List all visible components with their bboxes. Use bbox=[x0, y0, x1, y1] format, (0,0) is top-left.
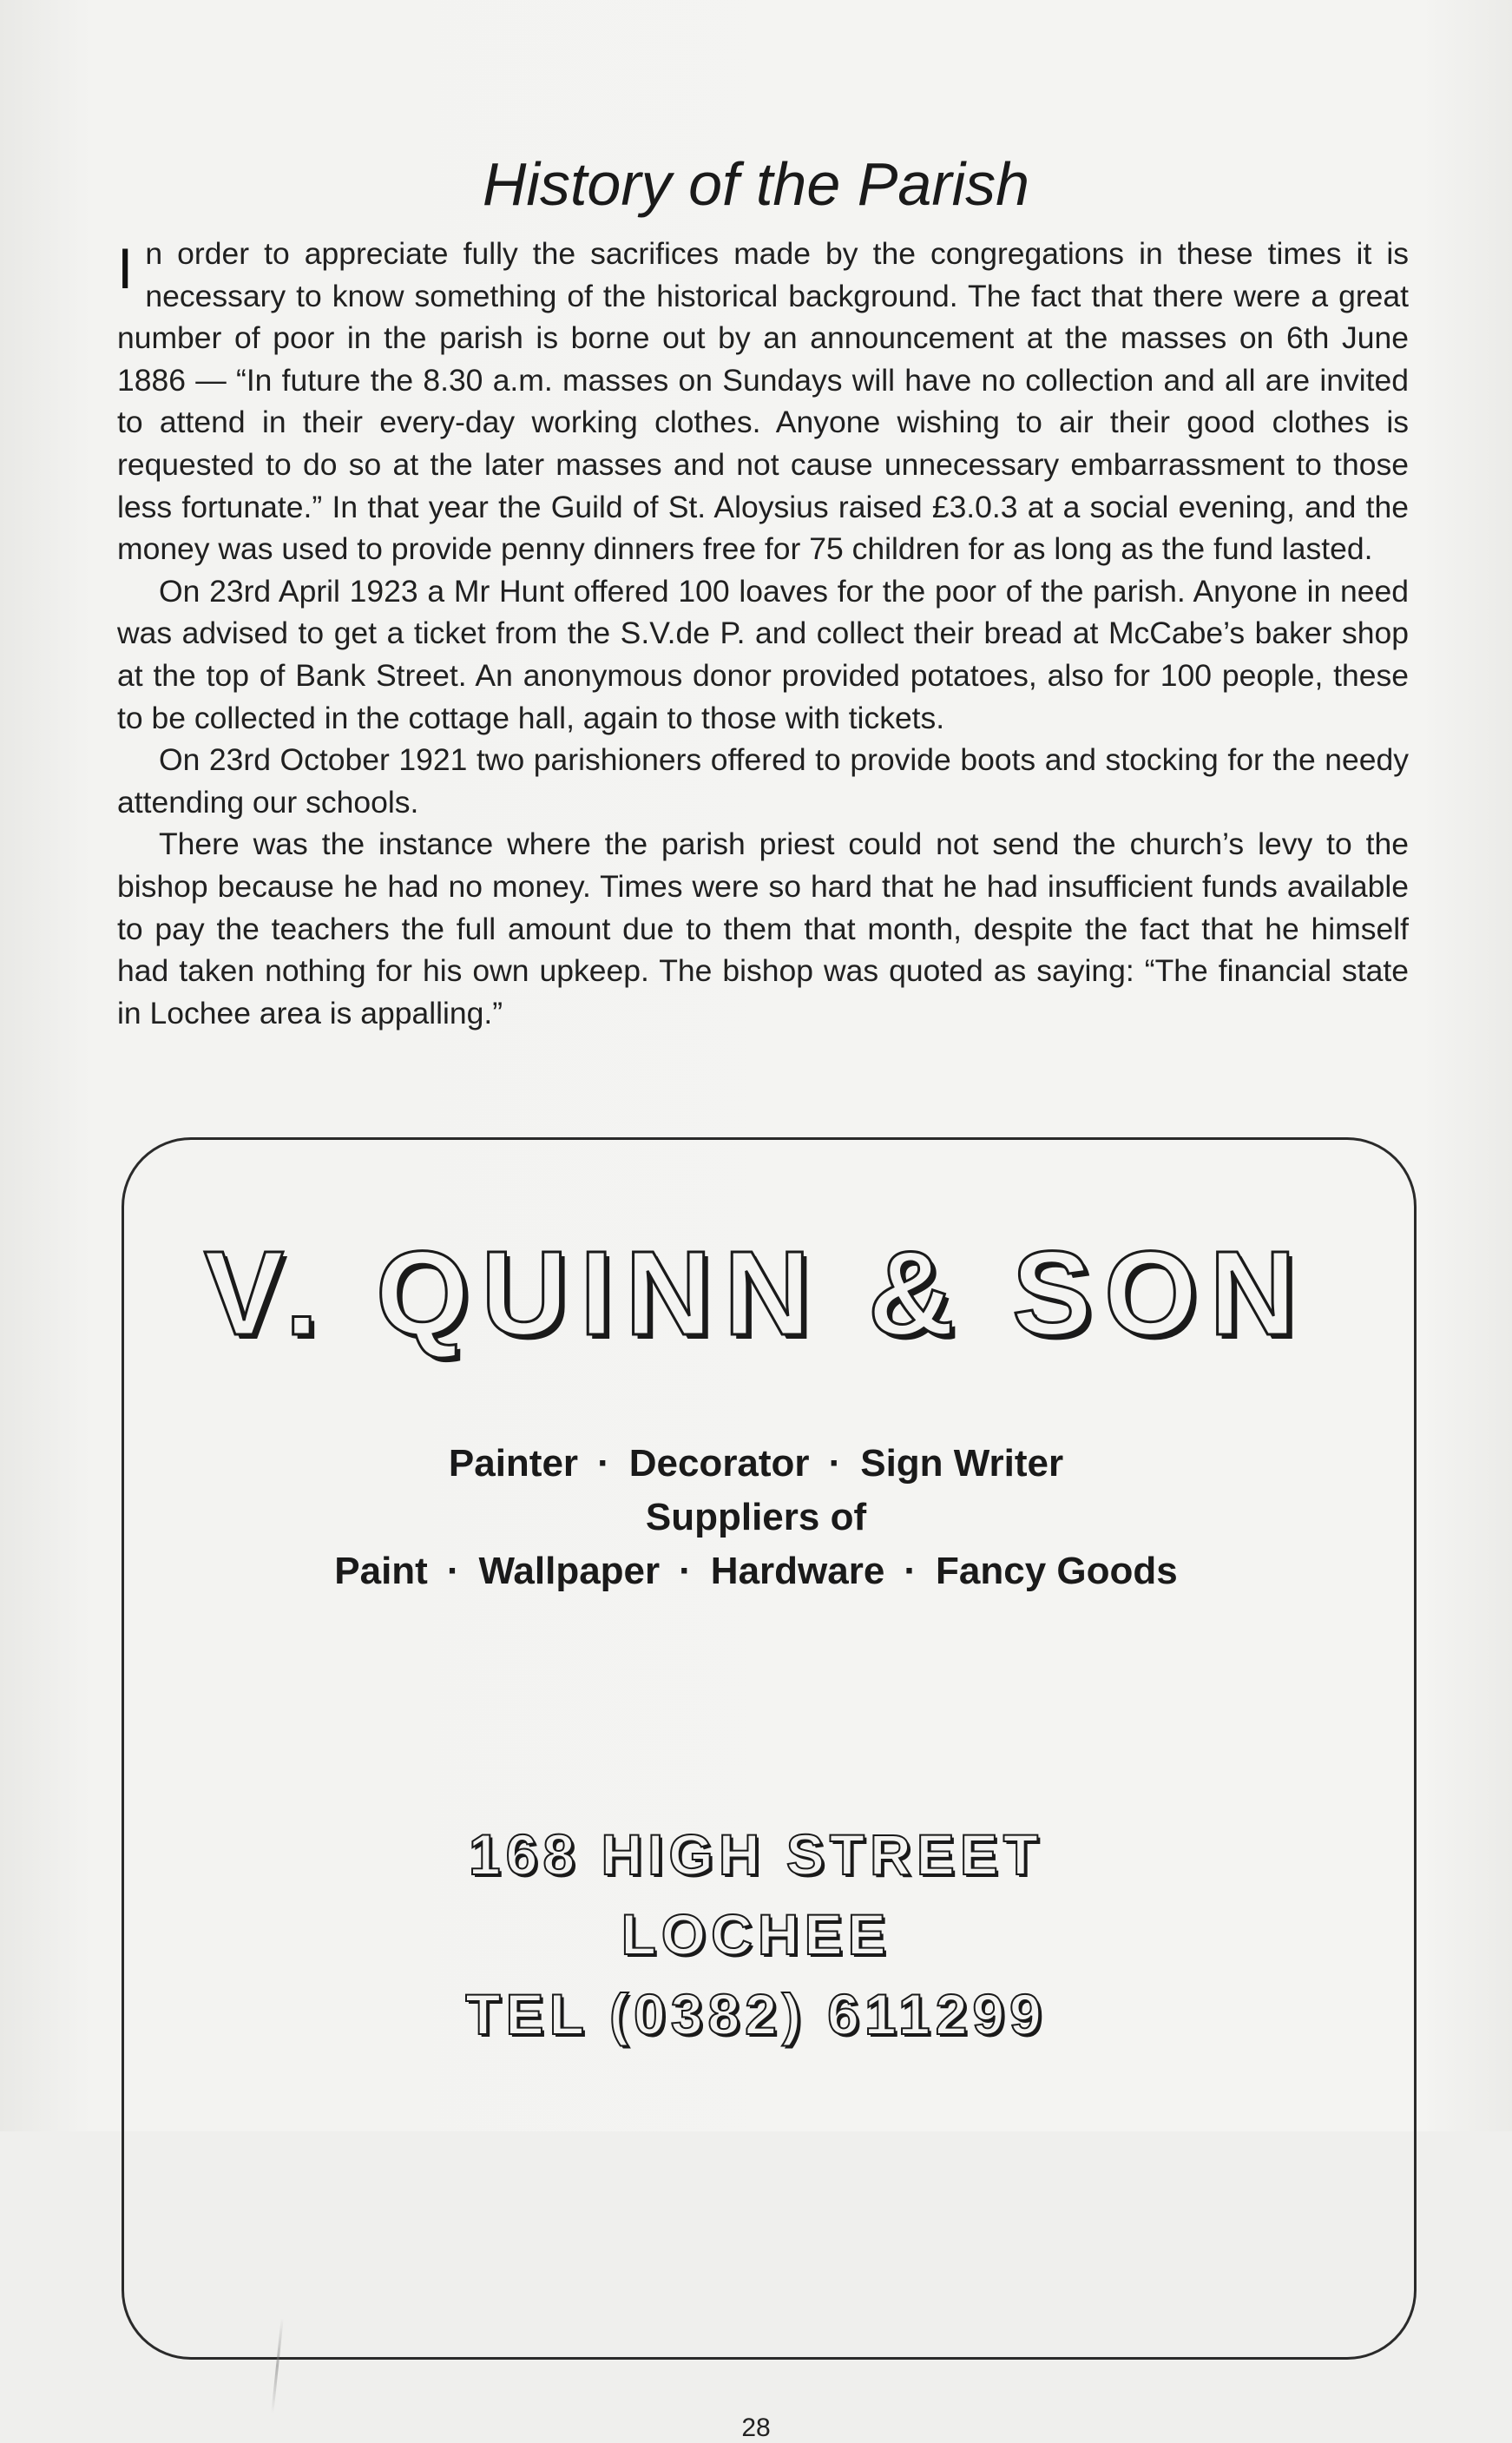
advert-services bbox=[0, 1437, 1512, 1598]
article-body bbox=[117, 233, 1409, 1034]
goods-item: Hardware bbox=[710, 1550, 885, 1592]
goods-item: Fancy Goods bbox=[936, 1550, 1178, 1592]
trade-item: Decorator bbox=[628, 1442, 810, 1485]
goods-line bbox=[0, 1544, 1512, 1598]
separator-dot: · bbox=[597, 1442, 610, 1485]
trades-line bbox=[0, 1437, 1512, 1491]
advert-address bbox=[0, 1814, 1512, 2054]
trade-item: Sign Writer bbox=[860, 1442, 1064, 1485]
separator-dot: · bbox=[904, 1550, 917, 1592]
article-paragraph bbox=[117, 233, 1409, 570]
article-paragraph: On 23rd April 1923 a Mr Hunt offered 100 loaves for the poor of the parish. Anyone in need was advised to get a ticket from the S.V.de P. and collect their bread at McCabe’s baker shop at the top of Bank Street. An anonymous donor provided potatoes, also for 100 people, these to be collected in the cottage hall, again to those with tickets. bbox=[117, 573, 1409, 735]
paragraph-text: n order to appreciate fully the sacrifices made by the congregations in these times it is necessary to know something of the historical background. The fact that there were a great number of poor in the parish is borne out by an announcement at the masses on 6th June 1886 — “In future the 8.30 a.m. masses on Sundays will have no collection and all are invited to attend in their every-day working clothes. Anyone wishing to air their good clothes is requested to do so at the later masses and not cause unnecessary embarrassment to those less fortunate.” In that year the Guild of St. Aloysius raised £3.0.3 at a social evening, and the money was used to provide penny dinners free for 75 children for as long as the fund lasted. bbox=[117, 236, 1409, 567]
suppliers-heading: Suppliers of bbox=[645, 1496, 867, 1538]
address-street: 168 HIGH STREET bbox=[468, 1822, 1044, 1887]
page-number: 28 bbox=[741, 2413, 771, 2442]
drop-cap: I bbox=[117, 236, 134, 300]
page-title: History of the Parish bbox=[482, 150, 1030, 218]
advert-business-name: V. QUINN & SON bbox=[203, 1227, 1309, 1360]
separator-dot: · bbox=[679, 1550, 692, 1592]
article-paragraph: On 23rd October 1921 two parishioners offered to provide boots and stocking for the needy attending our schools. bbox=[117, 742, 1409, 820]
address-phone: TEL (0382) 611299 bbox=[465, 1982, 1047, 2046]
separator-dot: · bbox=[828, 1442, 842, 1485]
goods-item: Wallpaper bbox=[478, 1550, 661, 1592]
address-town: LOCHEE bbox=[621, 1902, 891, 1966]
trade-item: Painter bbox=[448, 1442, 579, 1485]
article-paragraph: There was the instance where the parish priest could not send the church’s levy to the bishop because he had no money. Times were so hard that he had insufficient funds available to pay the teachers the full amount due to them that month, despite the fact that he himself had taken nothing for his own upkeep. The bishop was quoted as saying: “The financial state in Lochee area is appalling.” bbox=[117, 826, 1409, 1031]
goods-item: Paint bbox=[334, 1550, 428, 1592]
separator-dot: · bbox=[446, 1550, 460, 1592]
